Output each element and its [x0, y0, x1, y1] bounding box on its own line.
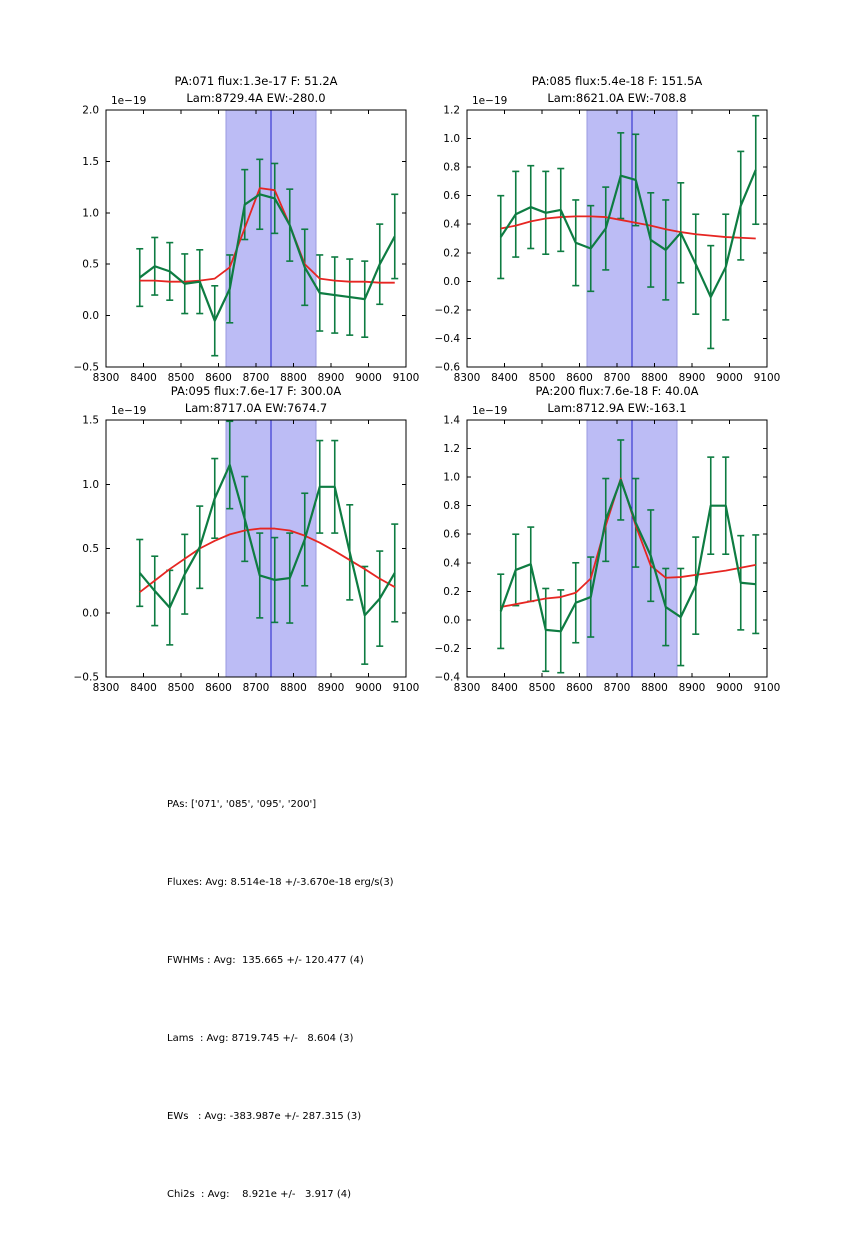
plot-2-y-tick-label: 1.0: [443, 133, 460, 146]
plot-2-x-tick-label: 8600: [566, 372, 593, 384]
plot-1-y-tick-label: 1.0: [82, 207, 99, 220]
plot-4-y-tick-label: 0.6: [443, 528, 460, 541]
plot-3-x-tick-label: 8300: [92, 682, 120, 694]
plot-1-x-tick-label: 8500: [167, 372, 195, 384]
plot-2-x-tick-label: 8700: [603, 372, 631, 384]
plot-4-y-tick-label: 1.0: [443, 471, 460, 484]
plot-1-y-tick-label: 1.5: [82, 155, 99, 168]
plot-3: [74, 415, 420, 695]
stats-line-fwhms: FWHMs : Avg: 135.665 +/- 120.477 (4): [167, 955, 364, 966]
plot-1-x-tick-label: 8600: [205, 372, 232, 384]
plot-1-x-tick-label: 8900: [317, 372, 345, 384]
plot-1-title-line2: Lam:8729.4A EW:-280.0: [186, 91, 326, 105]
plot-2-x-tick-label: 8800: [641, 372, 668, 384]
plot-3-x-tick-label: 8600: [205, 682, 232, 694]
plot-2-y-tick-label: −0.4: [434, 332, 460, 345]
plot-4-x-tick-label: 8400: [491, 682, 518, 694]
plot-1: [74, 105, 420, 385]
plot-2-y-tick-label: 0.0: [443, 275, 460, 288]
plot-4-y-tick-label: 0.4: [443, 557, 460, 570]
plot-2-offset-label: 1e−19: [472, 95, 508, 107]
plot-2-x-tick-label: 8900: [678, 372, 706, 384]
plot-4-y-tick-label: 1.2: [443, 443, 460, 456]
plot-3-x-tick-label: 8800: [280, 682, 307, 694]
plot-4-title-line2: Lam:8712.9A EW:-163.1: [547, 401, 687, 415]
plot-4-offset-label: 1e−19: [472, 405, 508, 417]
plot-4-y-tick-label: 0.8: [443, 500, 460, 513]
plot-3-offset-label: 1e−19: [111, 405, 147, 417]
plot-4-y-tick-label: −0.4: [434, 671, 460, 684]
plot-4-x-tick-label: 9000: [716, 682, 743, 694]
stats-line-ews: EWs : Avg: -383.987e +/- 287.315 (3): [167, 1111, 362, 1122]
plot-2-x-tick-label: 8500: [528, 372, 556, 384]
plot-2: [435, 105, 781, 385]
plot-2-y-tick-label: −0.2: [434, 304, 460, 317]
plot-4-x-tick-label: 8900: [678, 682, 706, 694]
plot-3-x-tick-label: 8400: [130, 682, 157, 694]
plot-1-y-tick-label: 0.0: [82, 310, 99, 323]
plot-1-y-tick-label: 2.0: [82, 104, 99, 117]
plot-4-y-tick-label: 1.4: [443, 414, 460, 427]
plot-1-x-tick-label: 8400: [130, 372, 157, 384]
plot-3-y-tick-label: 1.5: [82, 414, 99, 427]
plot-2-y-tick-label: 0.4: [443, 218, 460, 231]
plot-1-x-tick-label: 9100: [392, 372, 420, 384]
plot-3-x-tick-label: 9100: [392, 682, 420, 694]
plot-2-x-tick-label: 9100: [753, 372, 781, 384]
plot-4: [435, 415, 781, 695]
stats-line-lams: Lams : Avg: 8719.745 +/- 8.604 (3): [167, 1033, 354, 1044]
plot-1-x-tick-label: 8700: [242, 372, 270, 384]
plot-2-y-tick-label: −0.6: [434, 361, 460, 374]
plot-3-x-tick-label: 8500: [167, 682, 195, 694]
plot-3-x-tick-label: 8700: [242, 682, 270, 694]
plot-1-x-tick-label: 9000: [355, 372, 382, 384]
plot-3-title-line2: Lam:8717.0A EW:7674.7: [184, 401, 328, 415]
plot-1-y-tick-label: −0.5: [73, 361, 99, 374]
plot-1-title-line1: PA:071 flux:1.3e-17 F: 51.2A: [174, 74, 338, 88]
plot-2-x-tick-label: 8300: [453, 372, 481, 384]
plot-2-y-tick-label: 0.2: [443, 247, 460, 260]
plot-2-y-tick-label: 0.6: [443, 190, 460, 203]
plot-3-x-tick-label: 8900: [317, 682, 345, 694]
plot-2-y-tick-label: 0.8: [443, 161, 460, 174]
plot-3-y-tick-label: 0.0: [82, 607, 99, 620]
plot-3-y-tick-label: 0.5: [82, 543, 99, 555]
plot-4-x-tick-label: 8500: [528, 682, 556, 694]
stats-line-fluxes: Fluxes: Avg: 8.514e-18 +/-3.670e-18 erg/s(3): [167, 877, 394, 888]
plot-4-x-tick-label: 9100: [753, 682, 781, 694]
stats-line-pas: PAs: ['071', '085', '095', '200']: [167, 799, 317, 810]
plot-2-title-line2: Lam:8621.0A EW:-708.8: [547, 91, 687, 105]
plot-4-y-tick-label: 0.0: [443, 614, 460, 627]
plot-4-y-tick-label: 0.2: [443, 585, 460, 598]
plot-1-x-tick-label: 8800: [280, 372, 307, 384]
plot-4-y-tick-label: −0.2: [434, 642, 460, 655]
plot-2-x-tick-label: 9000: [716, 372, 743, 384]
plot-4-x-tick-label: 8800: [641, 682, 668, 694]
stats-line-chi2s: Chi2s : Avg: 8.921e +/- 3.917 (4): [167, 1189, 352, 1200]
plot-2-y-tick-label: 1.2: [443, 104, 460, 117]
plot-4-x-tick-label: 8700: [603, 682, 631, 694]
plot-4-title-line1: PA:200 flux:7.6e-18 F: 40.0A: [535, 384, 699, 398]
plot-2-title-line1: PA:085 flux:5.4e-18 F: 151.5A: [531, 74, 703, 88]
plot-3-y-tick-label: −0.5: [73, 671, 99, 684]
stats-block: [167, 740, 647, 1260]
plot-3-x-tick-label: 9000: [355, 682, 382, 694]
plot-3-y-tick-label: 1.0: [82, 478, 99, 491]
plot-4-x-tick-label: 8300: [453, 682, 481, 694]
plot-1-x-tick-label: 8300: [92, 372, 120, 384]
plot-1-offset-label: 1e−19: [111, 95, 147, 107]
plot-2-x-tick-label: 8400: [491, 372, 518, 384]
plot-1-y-tick-label: 0.5: [82, 258, 99, 271]
plot-3-title-line1: PA:095 flux:7.6e-17 F: 300.0A: [170, 384, 342, 398]
plot-4-x-tick-label: 8600: [566, 682, 593, 694]
